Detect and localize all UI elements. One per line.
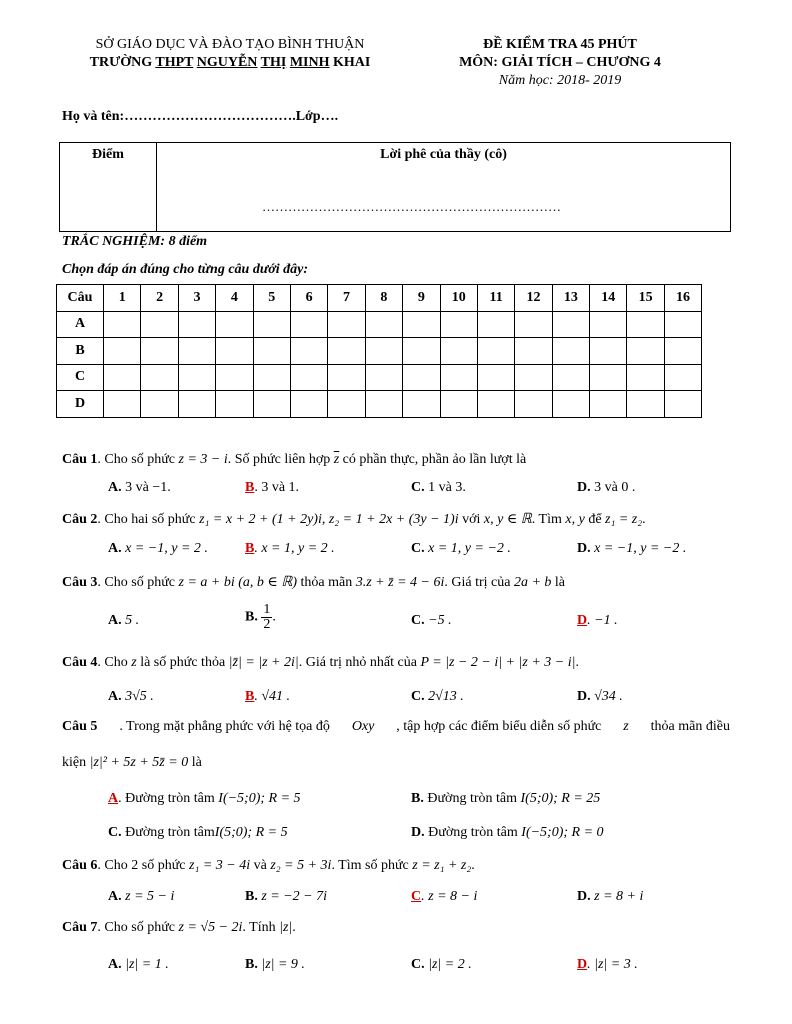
option-text: x = −1, y = −2 . — [594, 541, 687, 556]
grid-col-header: 7 — [328, 285, 365, 312]
option-key: B. — [245, 957, 258, 972]
grid-row-a — [57, 311, 702, 338]
option-c[interactable] — [411, 541, 511, 557]
answer-cell[interactable] — [515, 391, 552, 418]
question-7 — [62, 920, 296, 936]
department-text: SỞ GIÁO DỤC VÀ ĐÀO TẠO BÌNH THUẬN — [95, 37, 365, 52]
question-text: là số phức thỏa — [136, 655, 229, 670]
question-text: . — [471, 858, 475, 873]
option-d[interactable] — [577, 889, 643, 905]
option-d[interactable] — [577, 689, 623, 705]
question-text: với — [458, 512, 484, 527]
department-name — [50, 36, 410, 54]
question-label: Câu 5 — [62, 719, 98, 734]
answer-cell[interactable] — [216, 391, 253, 418]
question-text: . — [642, 512, 646, 527]
answer-grid — [56, 284, 702, 418]
answer-cell[interactable] — [477, 311, 514, 338]
math-expr: I(−5;0); R = 0 — [521, 825, 604, 840]
answer-cell[interactable] — [664, 311, 701, 338]
option-text: −5 . — [428, 613, 452, 628]
option-text: . Đường tròn tâm — [118, 791, 219, 806]
answer-cell[interactable] — [178, 364, 215, 391]
teacher-comment-label: Lời phê của thầy (cô) — [380, 147, 507, 162]
option-a[interactable] — [108, 541, 208, 557]
answer-cell[interactable] — [440, 311, 477, 338]
subject-title: MÔN: GIẢI TÍCH – CHƯƠNG 4 — [459, 55, 661, 70]
grid-col-header: 5 — [253, 285, 290, 312]
math-expr: z — [623, 719, 629, 734]
option-c[interactable] — [411, 480, 466, 496]
option-key-correct: B — [245, 541, 255, 556]
question-4 — [62, 655, 579, 671]
answer-cell[interactable] — [253, 311, 290, 338]
option-b[interactable] — [245, 480, 299, 496]
option-text: 5 . — [125, 613, 140, 628]
question-text: , tập hợp các điểm biểu diễn số phức — [396, 719, 602, 734]
math-expr: z = 3 − i — [178, 452, 228, 467]
question-text: . Cho số phức — [97, 575, 179, 590]
answer-cell[interactable] — [590, 338, 627, 365]
answer-cell[interactable] — [365, 391, 402, 418]
option-text: Đường tròn tâm — [125, 825, 215, 840]
answer-cell[interactable] — [590, 364, 627, 391]
option-key: D. — [577, 689, 591, 704]
answer-cell[interactable] — [178, 391, 215, 418]
answer-cell[interactable] — [403, 391, 440, 418]
question-2 — [62, 511, 646, 528]
math-expr: Oxy — [351, 719, 375, 734]
question-text: . Cho hai số phức — [97, 512, 200, 527]
question-text: để — [584, 512, 606, 527]
math-expr: z — [131, 655, 137, 670]
option-key: B. — [245, 609, 258, 625]
option-d[interactable] — [577, 480, 635, 496]
option-text: z = 5 − i — [125, 889, 175, 904]
question-1 — [62, 452, 526, 468]
school-word: THPT — [155, 55, 194, 70]
option-key-correct: B — [245, 689, 255, 704]
option-b[interactable] — [411, 791, 600, 807]
option-key: C. — [411, 613, 425, 628]
grid-corner: Câu — [57, 285, 104, 312]
option-text: . −1 . — [587, 613, 618, 628]
answer-cell[interactable] — [328, 391, 365, 418]
option-b[interactable] — [245, 541, 335, 557]
question-text: . Giá trị của — [444, 575, 514, 590]
answer-cell[interactable] — [627, 338, 664, 365]
option-key: A. — [108, 889, 122, 904]
answer-cell[interactable] — [253, 338, 290, 365]
option-text: Đường tròn tâm — [428, 825, 522, 840]
grid-row-label: C — [57, 364, 104, 391]
math-expr: z = a + bi (a, b ∈ ℝ) — [178, 575, 298, 590]
answer-cell[interactable] — [552, 391, 589, 418]
question-text: . Giá trị nhỏ nhất của — [298, 655, 421, 670]
question-text: . — [292, 920, 296, 935]
math-expr: 2a + b — [513, 575, 552, 590]
question-label: Câu 1 — [62, 452, 98, 467]
option-text: √34 . — [594, 689, 623, 704]
math-expr: I(−5;0); R = 5 — [218, 791, 301, 806]
answer-cell[interactable] — [477, 338, 514, 365]
option-text: 1 và 3. — [428, 480, 466, 495]
answer-cell[interactable] — [365, 364, 402, 391]
answer-cell[interactable] — [104, 364, 141, 391]
school-word: THỊ — [260, 55, 287, 70]
grid-col-header: 14 — [590, 285, 627, 312]
school-year: Năm học: 2018- 2019 — [498, 73, 622, 88]
fraction — [261, 603, 272, 632]
option-text: 3 và 0 . — [594, 480, 636, 495]
option-a[interactable] — [108, 613, 139, 629]
grid-col-header: 11 — [477, 285, 514, 312]
option-d[interactable] — [411, 825, 604, 841]
grid-col-header: 2 — [141, 285, 178, 312]
option-b[interactable] — [245, 957, 305, 973]
option-key: D. — [411, 825, 425, 840]
question-text: . Tìm — [531, 512, 566, 527]
answer-cell[interactable] — [664, 364, 701, 391]
option-key: A. — [108, 541, 122, 556]
answer-cell[interactable] — [216, 338, 253, 365]
answer-cell[interactable] — [216, 311, 253, 338]
option-text: 3 và −1. — [125, 480, 171, 495]
option-d[interactable] — [577, 613, 618, 629]
student-name-line: Họ và tên:……………………………….Lớp…. — [62, 109, 339, 124]
option-key: B. — [245, 889, 258, 904]
answer-cell[interactable] — [515, 338, 552, 365]
option-text: . 3 và 1. — [254, 480, 300, 495]
grid-col-header: 12 — [515, 285, 552, 312]
answer-cell[interactable] — [664, 338, 701, 365]
answer-cell[interactable] — [627, 364, 664, 391]
option-a[interactable] — [108, 957, 169, 973]
answer-cell[interactable] — [515, 364, 552, 391]
option-text: . x = 1, y = 2 . — [254, 541, 335, 556]
grid-row-label: B — [57, 338, 104, 365]
math-expr: x, y ∈ ℝ — [483, 512, 532, 527]
answer-cell[interactable] — [552, 311, 589, 338]
math-expr: $\overline{z}$ — [333, 452, 340, 467]
option-text: z = −2 − 7i — [261, 889, 328, 904]
answer-cell[interactable] — [403, 364, 440, 391]
question-5-line-2 — [62, 755, 202, 771]
math-expr: z = z₁ + z₂ — [412, 858, 472, 873]
grid-col-header: 16 — [664, 285, 701, 312]
grid-col-header: 4 — [216, 285, 253, 312]
option-key-correct: C — [411, 889, 422, 904]
option-c[interactable] — [411, 889, 477, 905]
answer-cell[interactable] — [178, 338, 215, 365]
comment-dots: …………………………………………………………… — [262, 199, 561, 214]
math-expr: x, y — [565, 512, 585, 527]
option-key: D. — [577, 889, 591, 904]
option-b[interactable] — [245, 889, 327, 905]
answer-cell[interactable] — [290, 311, 327, 338]
math-expr: I(5;0); R = 25 — [520, 791, 601, 806]
score-label: Điểm — [92, 147, 124, 162]
answer-cell[interactable] — [104, 311, 141, 338]
answer-cell[interactable] — [141, 364, 178, 391]
school-word: MINH — [289, 55, 330, 70]
question-text: thỏa mãn điều — [650, 719, 730, 734]
grid-col-header: 15 — [627, 285, 664, 312]
math-expr: P = |z − 2 − i| + |z + 3 − i| — [420, 655, 576, 670]
answer-cell[interactable] — [253, 391, 290, 418]
answer-cell[interactable] — [178, 311, 215, 338]
answer-cell[interactable] — [552, 338, 589, 365]
answer-cell[interactable] — [440, 364, 477, 391]
answer-cell[interactable] — [328, 364, 365, 391]
answer-cell[interactable] — [216, 364, 253, 391]
answer-cell[interactable] — [477, 364, 514, 391]
option-key: A. — [108, 957, 122, 972]
school-prefix: TRƯỜNG — [89, 55, 156, 70]
fraction-denominator: 2 — [263, 617, 271, 632]
grid-row-d — [57, 391, 702, 418]
answer-cell[interactable] — [590, 391, 627, 418]
option-key: C. — [411, 480, 425, 495]
option-text: . z = 8 − i — [421, 889, 478, 904]
option-text: x = 1, y = −2 . — [428, 541, 511, 556]
question-3 — [62, 574, 565, 591]
answer-cell[interactable] — [627, 391, 664, 418]
math-expr: z₂ = 5 + 3i — [270, 858, 332, 873]
answer-cell[interactable] — [253, 364, 290, 391]
option-a[interactable] — [108, 791, 301, 807]
option-key: C. — [411, 541, 425, 556]
option-c[interactable] — [411, 689, 464, 705]
answer-cell[interactable] — [290, 338, 327, 365]
grid-row-c — [57, 364, 702, 391]
option-text: . — [272, 609, 276, 625]
grid-row-label: D — [57, 391, 104, 418]
question-label: Câu 2 — [62, 512, 98, 527]
option-c[interactable] — [411, 957, 472, 973]
question-text: có phần thực, phần ảo lần lượt là — [339, 452, 527, 467]
option-text: 2√13 . — [428, 689, 464, 704]
option-key-correct: B — [245, 480, 255, 495]
math-expr: I(5;0); R = 5 — [214, 825, 288, 840]
answer-cell[interactable] — [440, 391, 477, 418]
option-text: . √41 . — [254, 689, 291, 704]
option-text: |z| = 1 . — [125, 957, 169, 972]
question-label: Câu 6 — [62, 858, 98, 873]
math-expr: z₁ = x + 2 + (1 + 2y)i, z₂ = 1 + 2x + (3y − 1)i — [199, 512, 459, 527]
option-d[interactable] — [577, 541, 686, 557]
answer-cell[interactable] — [664, 391, 701, 418]
grid-header-row — [57, 285, 702, 312]
question-label: Câu 4 — [62, 655, 98, 670]
question-text: . Trong mặt phẳng phức với hệ tọa độ — [119, 719, 330, 734]
section-instruction: Chọn đáp án đúng cho từng câu dưới đây: — [62, 262, 308, 277]
option-c[interactable] — [411, 613, 452, 629]
answer-cell[interactable] — [290, 391, 327, 418]
math-expr: |z̄| = |z + 2i| — [228, 655, 299, 670]
question-text: là — [188, 755, 202, 770]
grid-col-header: 10 — [440, 285, 477, 312]
question-text: kiện — [62, 755, 90, 770]
option-key: A. — [108, 689, 122, 704]
grid-row-label: A — [57, 311, 104, 338]
question-text: và — [250, 858, 271, 873]
question-text: là — [551, 575, 566, 590]
answer-cell[interactable] — [104, 338, 141, 365]
school-word: KHAI — [333, 55, 371, 70]
answer-cell[interactable] — [403, 311, 440, 338]
fraction-numerator: 1 — [263, 602, 271, 617]
question-text: . Cho — [97, 655, 132, 670]
grid-col-header: 6 — [290, 285, 327, 312]
math-expr: z₁ = z₂ — [605, 512, 643, 527]
question-text: thỏa mãn — [297, 575, 356, 590]
option-text: . |z| = 3 . — [587, 957, 638, 972]
option-key: B. — [411, 791, 424, 806]
grid-row-b — [57, 338, 702, 365]
answer-cell[interactable] — [141, 391, 178, 418]
math-expr: 3.z + z̄ = 4 − 6i — [355, 575, 445, 590]
math-expr: |z|² + 5z + 5z̄ = 0 — [89, 755, 189, 770]
question-5 — [62, 719, 730, 735]
question-label: Câu 3 — [62, 575, 98, 590]
option-text: 3√5 . — [125, 689, 154, 704]
question-text: . Cho số phức — [97, 452, 179, 467]
option-key: D. — [577, 541, 591, 556]
math-expr: z₁ = 3 − 4i — [189, 858, 251, 873]
school-name — [50, 54, 410, 72]
question-text: . Tính — [242, 920, 280, 935]
answer-cell[interactable] — [552, 364, 589, 391]
question-text: . Tìm số phức — [331, 858, 413, 873]
question-text: . Cho 2 số phức — [97, 858, 189, 873]
option-b[interactable] — [245, 689, 290, 705]
exam-title: ĐỀ KIỂM TRA 45 PHÚT — [483, 37, 637, 52]
grid-col-header: 3 — [178, 285, 215, 312]
score-comment-box — [59, 142, 731, 232]
option-a[interactable] — [108, 689, 154, 705]
option-key: A. — [108, 480, 122, 495]
option-key: A. — [108, 613, 122, 628]
option-a[interactable] — [108, 480, 171, 496]
option-d[interactable] — [577, 957, 638, 973]
answer-cell[interactable] — [403, 338, 440, 365]
answer-cell[interactable] — [328, 311, 365, 338]
answer-cell[interactable] — [141, 338, 178, 365]
math-expr: |z| — [279, 920, 293, 935]
option-key: C. — [411, 957, 425, 972]
option-key: C. — [411, 689, 425, 704]
option-key-correct: D — [577, 957, 588, 972]
grid-col-header: 8 — [365, 285, 402, 312]
answer-cell[interactable] — [104, 391, 141, 418]
answer-cell[interactable] — [515, 311, 552, 338]
option-text: x = −1, y = 2 . — [125, 541, 208, 556]
math-expr: z = √5 − 2i — [178, 920, 243, 935]
option-key: D. — [577, 480, 591, 495]
grid-col-header: 1 — [104, 285, 141, 312]
option-key-correct: D — [577, 613, 588, 628]
question-text: . Số phức liên hợp — [227, 452, 334, 467]
answer-cell[interactable] — [328, 338, 365, 365]
question-6 — [62, 858, 475, 874]
option-key: C. — [108, 825, 122, 840]
answer-cell[interactable] — [477, 391, 514, 418]
option-text: |z| = 9 . — [261, 957, 305, 972]
section-title: TRẮC NGHIỆM: 8 điểm — [62, 234, 208, 249]
answer-cell[interactable] — [440, 338, 477, 365]
grid-col-header: 9 — [403, 285, 440, 312]
option-text: Đường tròn tâm — [427, 791, 521, 806]
answer-cell[interactable] — [290, 364, 327, 391]
answer-cell[interactable] — [141, 311, 178, 338]
answer-cell[interactable] — [590, 311, 627, 338]
question-text: . Cho số phức — [97, 920, 179, 935]
option-text: |z| = 2 . — [428, 957, 472, 972]
question-text: . — [575, 655, 579, 670]
answer-cell[interactable] — [365, 338, 402, 365]
answer-cell[interactable] — [627, 311, 664, 338]
option-text: z = 8 + i — [594, 889, 644, 904]
option-a[interactable] — [108, 889, 174, 905]
grid-col-header: 13 — [552, 285, 589, 312]
question-label: Câu 7 — [62, 920, 98, 935]
option-b[interactable] — [245, 603, 276, 632]
option-c[interactable] — [108, 825, 288, 841]
answer-cell[interactable] — [365, 311, 402, 338]
school-word: NGUYỄN — [196, 55, 258, 70]
option-key-correct: A — [108, 791, 119, 806]
